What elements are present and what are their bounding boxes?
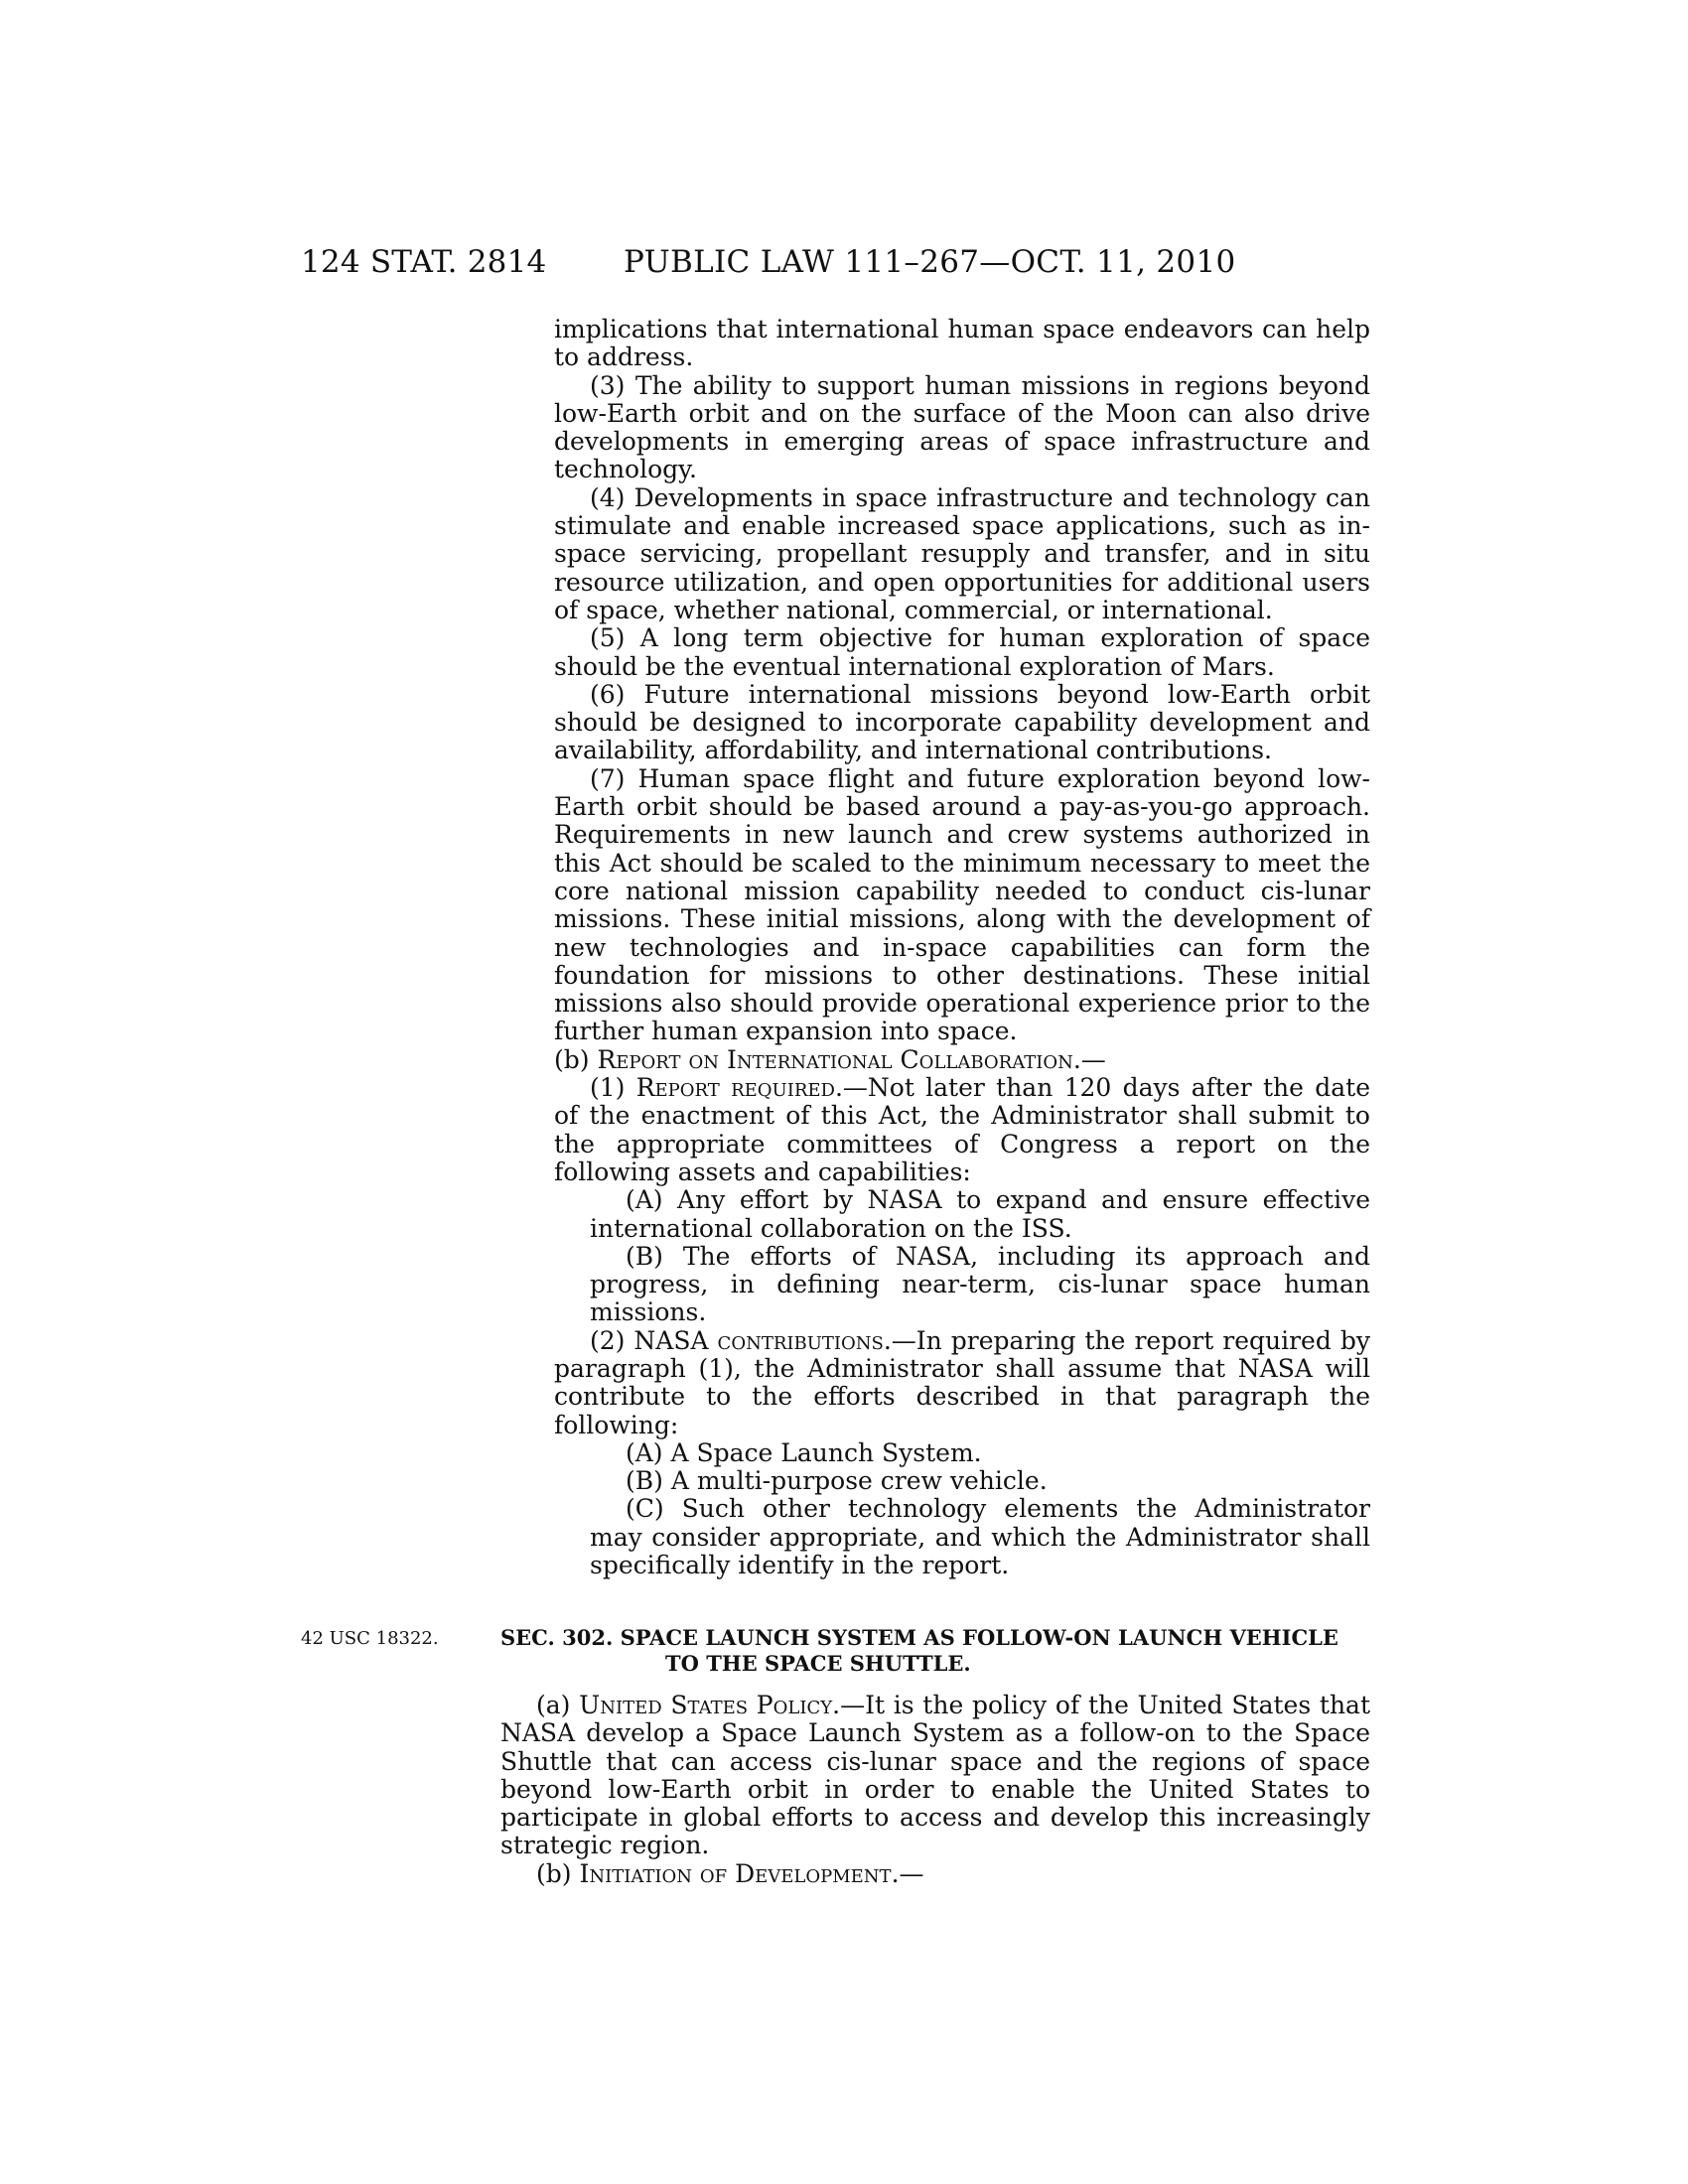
b1-label: (1) [590, 1073, 636, 1103]
paragraph-b2-C: (C) Such other technology elements the Administrator may consider appropriate, and which the Administrator shall specifically identify in the report. [590, 1494, 1370, 1580]
b2-text: —In preparing the report required by paragraph (1), the Administrator shall assume that NASA will contribute to the efforts described in that paragraph the following: [554, 1325, 1370, 1439]
running-header: PUBLIC LAW 111–267—OCT. 11, 2010 [624, 244, 1236, 280]
subsection-b-title: Report on International Collaboration.— [597, 1044, 1106, 1074]
b1-title: Report required. [635, 1073, 843, 1103]
b1-text: —Not later than 120 days after the date of the enactment of this Act, the Administrator shall submit to the appropriate committees of Congress a report on the following assets and capabilities: [554, 1073, 1370, 1186]
paragraph-5: (5) A long term objective for human exploration of space should be the eventual international exploration of Mars. [554, 623, 1370, 681]
paragraph-b2-B: (B) A multi-purpose crew vehicle. [626, 1466, 1048, 1496]
paragraph-b2 [554, 1327, 1370, 1439]
statute-page-number: 124 STAT. 2814 [301, 244, 547, 280]
b2-label: (2) [590, 1325, 634, 1355]
section-302-body [500, 1692, 1370, 1888]
paragraph-b2-A: (A) A Space Launch System. [626, 1437, 982, 1467]
paragraph-4: (4) Developments in space infrastructure and technology can stimulate and enable increased space applications, such as in-space servicing, propellant resupply and transfer, and in situ resource utilization, and open opportunities for additional users of space, whether national, commercial, or international. [554, 482, 1370, 624]
paragraph-3: (3) The ability to support human missions in regions beyond low-Earth orbit and on the surface of the Moon can also drive developments in emerging areas of space infrastructure and technology. [554, 370, 1370, 484]
paragraph-b1 [554, 1074, 1370, 1186]
usc-margin-note: 42 USC 18322. [301, 1628, 439, 1649]
paragraph-b1-B: (B) The efforts of NASA, including its approach and progress, in defining near-term, cis-lunar space human missions. [590, 1241, 1370, 1327]
paragraph-7: (7) Human space flight and future exploration beyond low-Earth orbit should be based around a pay-as-you-go approach. Requirements in new launch and crew systems authorized in this Act should be scaled to the minimum necessary to meet the core national mission capability needed to conduct cis-lunar missions. These initial missions, along with the development of new technologies and in-space capabilities can form the foundation for missions to other destinations. These initial missions also should provide operational experience prior to the further human expansion into space. [554, 763, 1370, 1046]
subsection-b-label: (b) [554, 1044, 598, 1074]
section-302-a [500, 1692, 1370, 1860]
s302-a-label: (a) [536, 1691, 580, 1719]
section-302-b [500, 1860, 1370, 1888]
s302-a-text: —It is the policy of the United States that NASA develop a Space Launch System as a follow-on to the Space Shuttle that can access cis-lunar space and the regions of space beyond low-Earth orbit in order to enable the United States to participate in global efforts to access and develop this increasingly strategic region. [500, 1691, 1370, 1860]
paragraph-6: (6) Future international missions beyond low-Earth orbit should be designed to incorporate capability development and availability, affordability, and international contributions. [554, 679, 1370, 765]
section-302-heading-line2: TO THE SPACE SHUTTLE. [665, 1651, 971, 1676]
paragraph-b1-A: (A) Any effort by NASA to expand and ensure effective international collaboration on the ISS. [590, 1185, 1370, 1243]
subsection-b-heading [554, 1046, 1370, 1074]
b2-title: NASA contributions. [633, 1325, 892, 1355]
s302-a-title: United States Policy. [579, 1691, 841, 1719]
s302-b-title: Initiation of Development.— [579, 1858, 924, 1888]
section-301-body [554, 316, 1370, 1579]
s302-b-label: (b) [536, 1858, 580, 1888]
section-302-heading [500, 1625, 1370, 1677]
paragraph-continuation: implications that international human space endeavors can help to address. [554, 315, 1370, 372]
section-302-heading-line1: SEC. 302. SPACE LAUNCH SYSTEM AS FOLLOW-ON LAUNCH VEHICLE [500, 1625, 1338, 1650]
